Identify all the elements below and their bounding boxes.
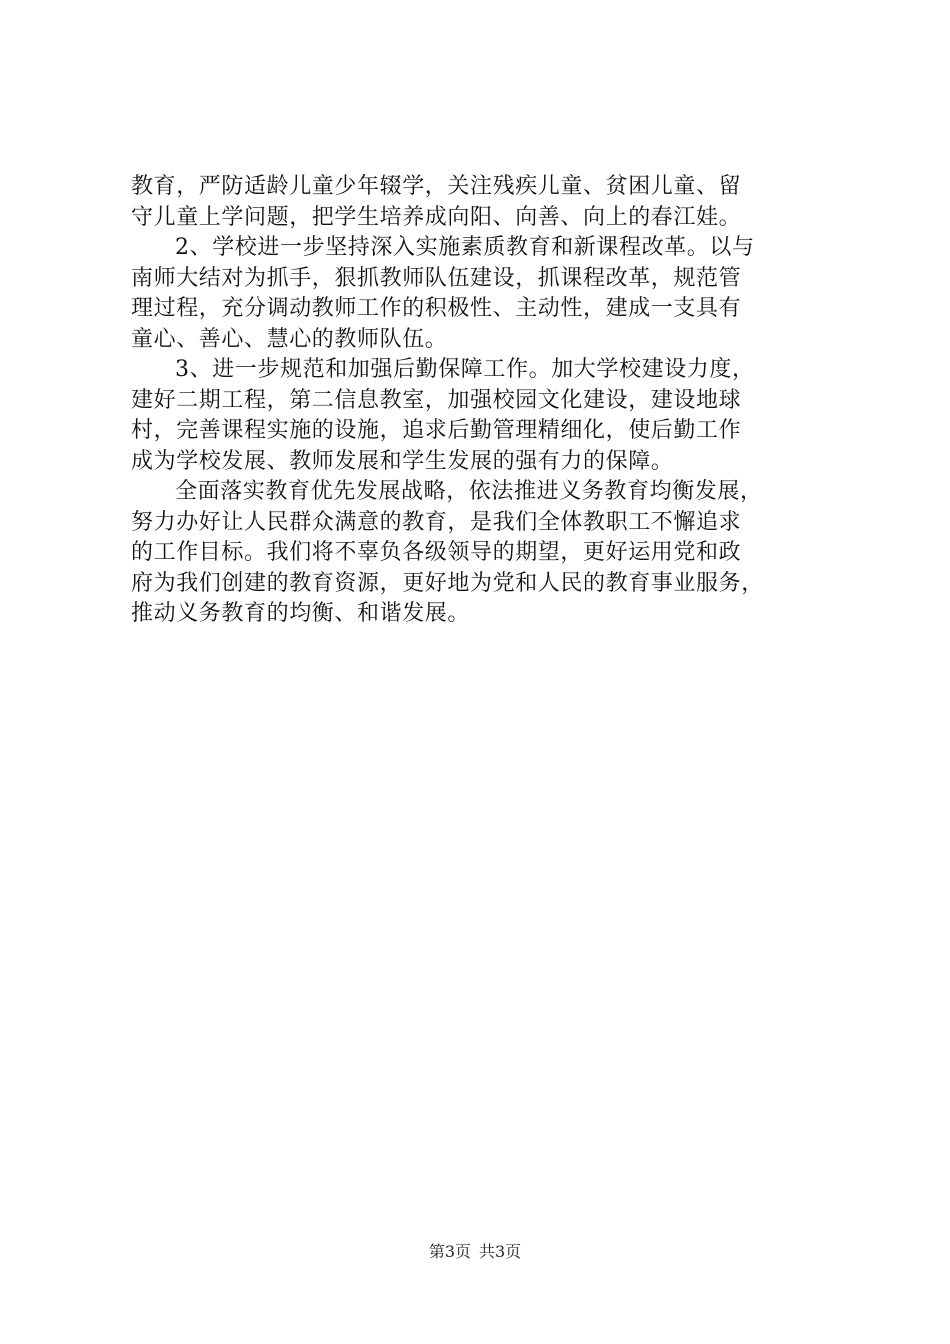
text-line: 的工作目标。我们将不辜负各级领导的期望，更好运用党和政: [131, 540, 742, 565]
text-line: 3、进一步规范和加强后勤保障工作。加大学校建设力度，: [175, 357, 755, 382]
text-line: 守儿童上学问题，把学生培养成向阳、向善、向上的春江娃。: [131, 204, 742, 230]
text-line: 努力办好让人民群众满意的教育，是我们全体教职工不懈追求: [131, 509, 742, 535]
text-line: 全面落实教育优先发展战略，依法推进义务教育均衡发展，: [175, 479, 763, 504]
text-line: 成为学校发展、教师发展和学生发展的强有力的保障。: [131, 448, 674, 474]
page-total: 共3页: [479, 1242, 522, 1261]
text-line: 南师大结对为抓手，狠抓教师队伍建设，抓课程改革，规范管: [131, 265, 742, 291]
text-line: 推动义务教育的均衡、和谐发展。: [131, 601, 471, 626]
text-line: 教育，严防适龄儿童少年辍学，关注残疾儿童、贫困儿童、留: [131, 174, 742, 199]
text-line: 村，完善课程实施的设施，追求后勤管理精细化，使后勤工作: [131, 418, 742, 443]
text-line: 府为我们创建的教育资源，更好地为党和人民的教育事业服务，: [131, 570, 764, 596]
text-line: 建好二期工程，第二信息教室，加强校园文化建设，建设地球: [131, 387, 742, 413]
text-line: 2、学校进一步坚持深入实施素质教育和新课程改革。以与: [175, 235, 755, 260]
text-line: 理过程，充分调动教师工作的积极性、主动性，建成一支具有: [131, 296, 742, 321]
page-number: 第3页: [428, 1242, 471, 1261]
document-body: [131, 172, 831, 630]
text-line: 童心、善心、慧心的教师队伍。: [131, 326, 448, 352]
page-footer: [0, 1241, 950, 1263]
